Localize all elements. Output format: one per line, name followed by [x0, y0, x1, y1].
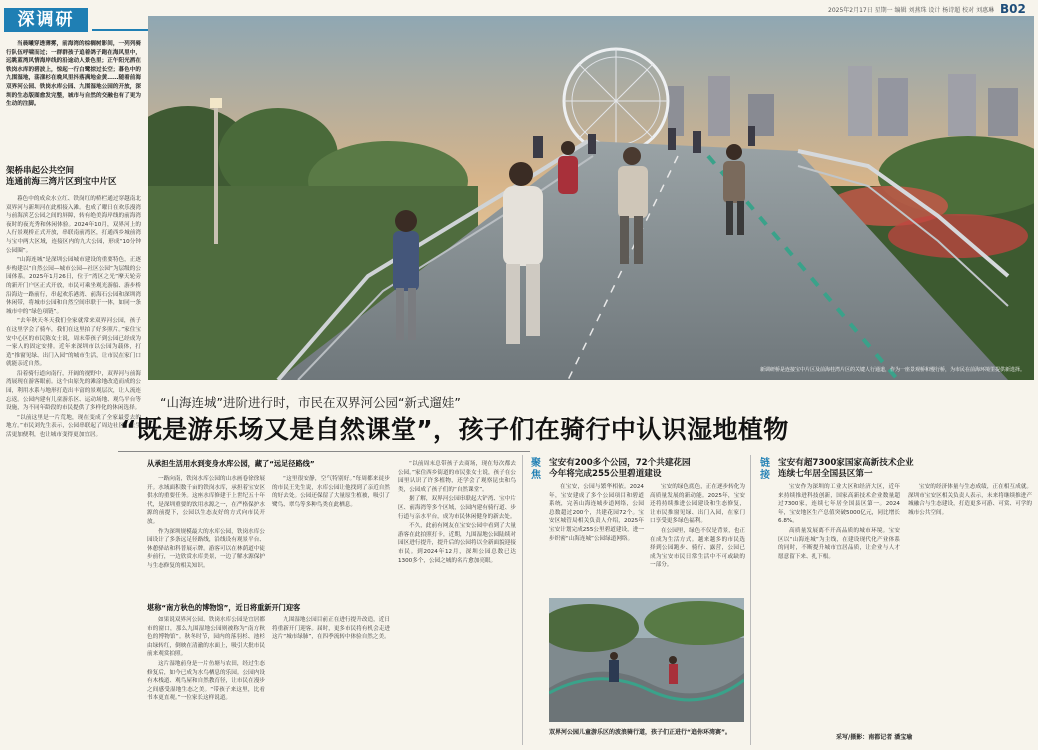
date-line: 2025年2月17日 星期一 编辑 刘燕珠 设计 杨诗超 校对 刘惠琳: [828, 7, 995, 14]
section2-para: “这里很安静，空气特别好。”每周都来徒步的市民王先生说，水库公园让他找到了亲近自然的好去处。公园还保留了大量原生植被，吸引了鹭鸟、翠鸟等多种鸟类在此栖息。: [272, 476, 390, 508]
box1-body-a: [549, 483, 644, 595]
box2-title: 宝安有超7300家国家高新技术企业 连续七年居全国县区第一: [778, 458, 914, 479]
bridge-photo-illustration: [148, 16, 1034, 380]
headline-kicker: “山海连城”进阶进行时，市民在双界河公园“新式遛娃”: [160, 395, 461, 410]
section3-body-a: [147, 616, 265, 746]
section1-para: 沿着骑行道向南行，开阔的视野中，双界河与前海湾展现在游客眼前。这个由原先的滩涂地改造而成的公园，利用水系与地形打造出丰富的景观层次，让人流连忘返。公园内建有儿童游乐区、运动场地、观鸟平台等设施，为不同年龄段的市民提供了多样化的休闲选择。: [6, 370, 141, 412]
section1-para: 暮色中的成众水立红、铁岗红的桥栏通过穿越南北双界河与新圳河在此相接入滩。也成了曜日在欢乐漫湾与前海滨艺公园之间的屏障，转有绝美海岸线的前海湾夜时的夜光秀和休闲体验。2024年10月，双界河上的人行景观桥正式开放，串联南前湾区，打通西乡城前湾与宝中两大区域，连接区内的九大公园，形成“10分钟公园圈”。: [6, 196, 141, 254]
box2-label: 链接: [760, 458, 770, 481]
playground-photo: [549, 598, 744, 722]
column4-para: “以前周末总带孩子去商场，现在每次都去公园。”家住西乡街道的市民张女士说，孩子在公园里认识了许多植物，还学会了观察昆虫和鸟类，公园成了孩子们的“自然课堂”。: [398, 461, 516, 493]
box1-body-b: [650, 483, 745, 595]
section3-para: 九围湿地公园目前正在进行提升改造，近日将重新开门迎客。届时，更多市民将有机会走进这片“城市绿肺”，在四季流转中体验自然之美。: [272, 617, 390, 641]
headline-rule: [118, 451, 530, 452]
section2-title: 从承担生活用水到变身水库公园，藏了“远足径路线”: [147, 459, 315, 468]
section1-para: “以前这里是一片荒地，现在变成了全家最爱去的地方。”市民刘先生表示，公园串联起了周边社区，让生活更加便利，也让城市变得更加宜居。: [6, 414, 141, 439]
section3-body-b: [272, 616, 390, 746]
box2-body-a: [778, 483, 900, 745]
column-divider: [522, 455, 523, 745]
playground-illustration: [549, 598, 744, 722]
headline-main: “既是游乐场又是自然课堂”，孩子们在骑行中认识湿地植物: [120, 415, 789, 444]
box1-label: 聚焦: [531, 458, 541, 481]
section3-para: 这片湿地前身是一片鱼塘与农田，经过生态修复后，如今已成为水鸟栖息的乐园。公园内设有木栈道、观鸟屋和自然教育径，让市民在漫步之间感受湿地生态之美。“带孩子来这里，比看书本更直观。”一位家长这样说道。: [147, 660, 265, 702]
box2-para: 宝安的经济体量与生态成绩，正在相互成就。深圳市宝安区相关负责人表示，未来将继续推进产城融合与生态建设，打造更多可游、可赏、可学的城市公共空间。: [908, 484, 1032, 516]
page-number: B02: [1000, 2, 1026, 16]
intro-paragraph: [6, 40, 141, 152]
column-divider: [750, 455, 751, 745]
section1-body: [6, 195, 141, 745]
column4-body: [398, 460, 516, 745]
section3-title: 堪称“南方秋色的博物馆”，近日将重新开门迎客: [147, 603, 301, 612]
section3-para: 如果说双界河公园、铁岗水库公园是宜居都市的窗口，那么九围湿地公园则被称为“南方秋色的博物馆”。秋冬时节，园内的落羽杉、池杉由绿转红，倒映在清澈的水面上，吸引大批市民前来观赏拍照。: [147, 617, 265, 658]
box2-para: 宝安作为深圳的工业大区和经济大区，近年来持续推进科技创新，国家高新技术企业数量超过7300家，连续七年居全国县区第一。2024年，宝安地区生产总值突破5000亿元，同比增长6.8%。: [778, 484, 900, 525]
photo-caption: 新调研桥是连接宝中片区及前海桂湾片区的关键人行通道，作为一座景观桥和慢行桥，为市民在前海环境里提供新选择。: [760, 367, 1026, 373]
box2-body-b: [908, 483, 1032, 728]
box1-para: 在公园里，绿色不仅是背景，也正在成为生活方式。越来越多的市民选择到公园跑步、骑行、露营，公园已成为宝安市民日常生活中不可或缺的一部分。: [650, 527, 745, 569]
box1-para: 宝安的绿色底色，正在逐步转化为高质量发展的新动能。2025年，宝安还将持续推进公园建设和生态修复，让市民推窗见绿、出门入园，在家门口享受更多绿色福利。: [650, 484, 745, 525]
section2-body-b: [272, 475, 390, 595]
main-photo: [148, 16, 1034, 380]
box1-title: 宝安有200多个公园，72个共建花园 今年将完成255公里碧道建设: [549, 458, 691, 479]
section1-para: “去年秋天冬天我们全家就常来双界河公园，孩子在这里学会了骑车，我们在这里拍了好多照片。”家住宝安中心区的市民陈女士说，周末带孩子到公园已经成为一家人的固定安排。近年来深圳市以公园为载体，打造“推窗见绿、出门入园”的城市生活，让市民在家门口就能亲近自然。: [6, 318, 141, 368]
section2-body-a: [147, 475, 265, 595]
section-badge: 深调研: [4, 8, 88, 32]
section2-para: 作为深圳规模最大的水库公园，铁岗水库公园设计了多条远足径路线，沿线设有观景平台、休憩驿站和科普展示牌。游客可以在林荫道中徒步前行，一边欣赏水库美景，一边了解水源保护与生态修复的相关知识。: [147, 528, 265, 569]
box2-para: 高质量发展离不开高品质的城市环境。宝安区以“山海连城”为主线，在建设现代化产业体系的同时，不断提升城市宜居品质，让企业与人才愿意留下来、扎下根。: [778, 527, 900, 560]
column4-para: 不久，此前有网友在宝安公园中看到了大量游客在此拍照打卡，近期，九围湿地公园陆续对园区进行提升，提升后的公园将以全新面貌迎接市民。到2024年12月，深圳公园总数已达1300多个，公园之城的名片愈加亮眼。: [398, 523, 516, 564]
column4-para: 据了解，双界河公园串联起大铲湾、宝中片区、前海湾等多个区域，公园内建有骑行道、步行道与亲水平台，成为市民休闲健身的新去处。: [398, 496, 516, 520]
byline-credit: 采写/摄影：南都记者 潘宝瑜: [836, 734, 913, 741]
section1-para: “山海连城”是深圳公园城市建设的重要特色，正逐步构建以“自然公园—城市公园—社区公园”为层级的公园体系。2025年1月26日，位于“湾区之光”摩天轮旁的新开门户区正式开放，市民可乘坐观光游船、游步桥沿海边一路前行，串起欢乐港湾、前海石公园和深圳湾休闲带，将城市公园和自然空间串联于一体，如同一条城市中的“绿色项链”。: [6, 257, 141, 315]
section2-para: 一路向南，铁岗水库公园的山水画卷徐徐展开。水域面积数千亩的铁岗水库，承担着宝安区供水的重要任务。这座水库修建于上世纪五十年代，是深圳重要的饮用水源之一，在严格保护水源的前提下，公园以生态友好的方式向市民开放。: [147, 476, 265, 525]
box1-para: 在宝安，公园与繁华相依。2024年，宝安建成了多个公园项目和碧道系统，完善山海连城步道网络，公园总数超过200个，共建花园72个。宝安区城管局相关负责人介绍，2025年宝安计划完成255公里碧道建设，进一步织密“山海连城”公园绿道网络。: [549, 484, 644, 542]
playground-photo-caption: 双界河公园儿童游乐区的波浪骑行道，孩子们正进行“追你环湾赛”。: [549, 729, 731, 736]
intro-text: 当晨曦穿透薄雾，前海湾的棕榈树影间，一列列骑行队伍呼啸而过；一群群孩子追着鸽子跑在海风里中，远眺蓝湾风情海岸线的沿途动人景色里；正午阳光洒在铁岗水库的碧波上，惊起一行白鹭掠过长空；暮色中的九围湿地，荡漾杉在晚风里抖落满地金黄……随着前海双界河公园、铁岗水库公园、九围湿地公园的开放，深圳的生态版图愈发完整，城市与自然的交融也有了更为生动的注脚。: [6, 41, 141, 108]
section1-title: 架桥串起公共空间 连通前海三湾片区到宝中片区: [6, 166, 117, 187]
